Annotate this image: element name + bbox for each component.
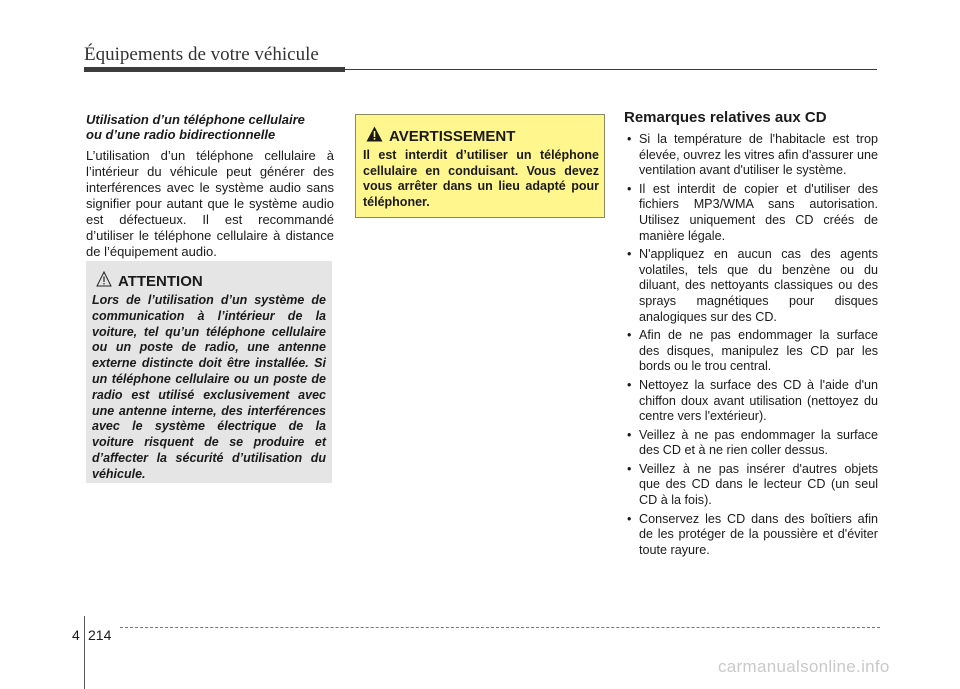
page-number: 214 bbox=[88, 627, 112, 643]
header-rule-thin bbox=[345, 69, 877, 70]
subheading-line-1: Utilisation d’un téléphone cellulaire bbox=[86, 112, 305, 127]
chapter-number: 4 bbox=[72, 627, 80, 643]
bullet-icon: • bbox=[627, 181, 632, 196]
bullet-icon: • bbox=[627, 247, 632, 262]
bullet-icon: • bbox=[627, 377, 632, 392]
subheading-line-2: ou d’une radio bidirectionnelle bbox=[86, 127, 276, 142]
list-item: • Veillez à ne pas insérer d'autres objets que des CD dans le lecteur CD (un seul CD à la fois). bbox=[627, 461, 878, 508]
cd-notes-heading: Remarques relatives aux CD bbox=[624, 109, 827, 126]
attention-header bbox=[96, 270, 203, 292]
warning-title: AVERTISSEMENT bbox=[389, 127, 516, 145]
list-item: • Nettoyez la surface des CD à l'aide d'un chiffon doux avant utilisation (nettoyez du centre vers l'extérieur). bbox=[627, 377, 878, 424]
footer-divider bbox=[84, 616, 85, 689]
caution-triangle-icon bbox=[96, 271, 112, 292]
phone-radio-paragraph: L’utilisation d’un téléphone cellulaire à l’intérieur du véhicule peut générer des interférences avec le système audio sans signifier pour autant que le système audio est défectueux. Il est recommandé d’utiliser le téléphone cellulaire à distance de l’équipement audio. bbox=[86, 148, 334, 259]
bullet-icon: • bbox=[627, 461, 632, 476]
header-rule-thick bbox=[84, 67, 345, 72]
list-item: • N'appliquez en aucun cas des agents volatiles, tels que du benzène ou du diluant, des nettoyants classiques ou des sprays magnétiques pour disques analogiques sur des CD. bbox=[627, 247, 878, 324]
attention-text: Lors de l’utilisation d’un système de communication à l’intérieur de la voiture, tel qu’un téléphone cellulaire ou un poste de radio, une antenne externe distincte doit être installée. Si un téléphone cellulaire ou un poste de radio est utilisé exclusivement avec une antenne interne, des interférences avec le système électrique de la voiture risquent de se produire et d’affecter la sécurité d’utilisation du véhicule. bbox=[92, 293, 326, 481]
list-item: • Conservez les CD dans des boîtiers afin de les protéger de la poussière et d'éviter toute rayure. bbox=[627, 511, 878, 557]
bullet-icon: • bbox=[627, 132, 632, 146]
attention-box bbox=[86, 261, 332, 483]
warning-box bbox=[355, 114, 605, 218]
watermark-text[interactable]: carmanualsonline.info bbox=[718, 657, 890, 676]
left-column bbox=[86, 112, 334, 260]
list-item: • Il est interdit de copier et d'utiliser des fichiers MP3/WMA sans autorisation. Utilisez uniquement des CD créés de manière légale. bbox=[627, 181, 878, 243]
warning-header bbox=[366, 125, 515, 147]
list-item: • Afin de ne pas endommager la surface des disques, manipulez les CD par les bords ou le trou central. bbox=[627, 328, 878, 374]
warning-triangle-icon bbox=[366, 126, 383, 147]
right-column bbox=[624, 110, 878, 561]
warning-text: Il est interdit d’utiliser un téléphone cellulaire en conduisant. Vous devez vous arrêter dans un lieu adapté pour téléphoner. bbox=[363, 148, 599, 209]
page-section-title: Équipements de votre véhicule bbox=[84, 44, 319, 65]
cd-notes-list bbox=[624, 132, 878, 558]
list-item: • Si la température de l'habitacle est trop élevée, ouvrez les vitres afin d'assurer une ventilation avant d'utiliser le système. bbox=[627, 132, 878, 178]
bullet-icon: • bbox=[627, 511, 632, 526]
footer-dashed-rule bbox=[120, 627, 880, 628]
attention-title: ATTENTION bbox=[118, 272, 203, 290]
list-item: • Veillez à ne pas endommager la surface des CD et à ne rien coller dessus. bbox=[627, 427, 878, 458]
bullet-icon: • bbox=[627, 328, 632, 343]
phone-radio-subheading bbox=[86, 112, 334, 142]
bullet-icon: • bbox=[627, 427, 632, 442]
